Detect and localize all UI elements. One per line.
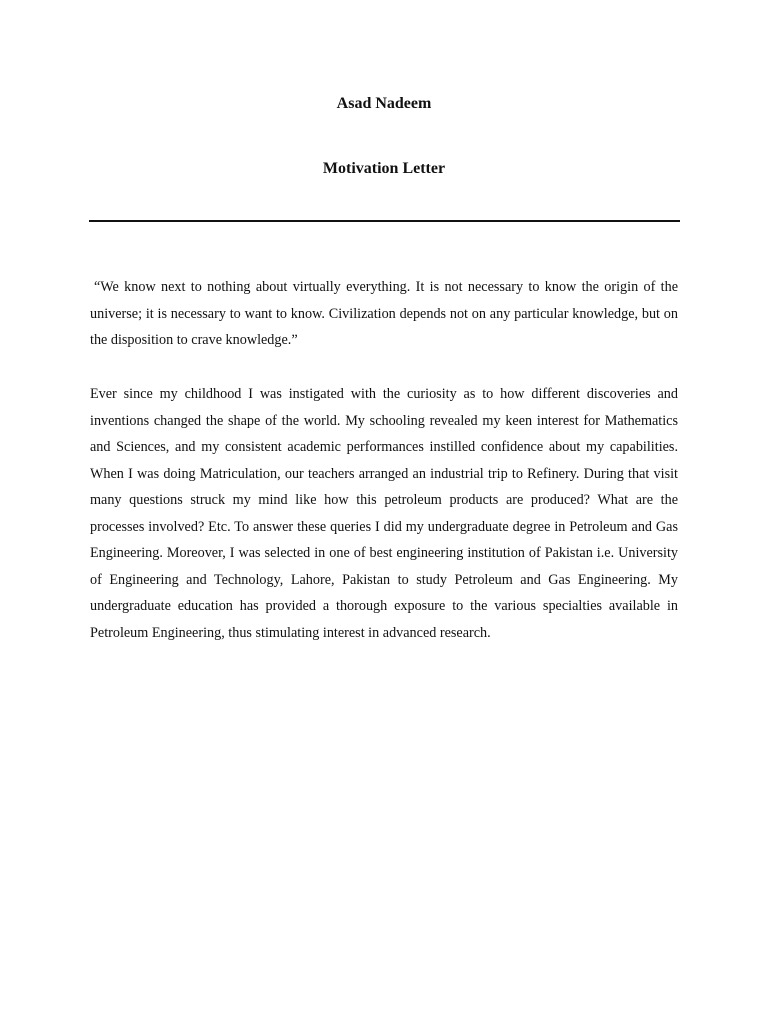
body-paragraph: Ever since my childhood I was instigated with the curiosity as to how different discoveries and inventions changed the shape of the world. My schooling revealed my keen interest for Mathematics and Sciences, and my consistent academic performances instilled confidence about my capabilities. When I was doing Matriculation, our teachers arranged an industrial trip to Refinery. During that visit many questions struck my mind like how this petroleum products are produced? What are the processes involved? Etc. To answer these queries I did my undergraduate degree in Petroleum and Gas Engineering. Moreover, I was selected in one of best engineering institution of Pakistan i.e. University of Engineering and Technology, Lahore, Pakistan to study Petroleum and Gas Engineering. My undergraduate education has provided a thorough exposure to the various specialties available in Petroleum Engineering, thus stimulating interest in advanced research. (90, 386, 678, 641)
author-name: Asad Nadeem (336, 95, 432, 112)
document-title: Motivation Letter (322, 160, 446, 177)
title-divider (89, 220, 680, 222)
opening-quote: “We know next to nothing about virtually everything. It is not necessary to know the origin of the universe; it is necessary to want to know. Civilization depends not on any particular knowledge, but on the disposition to crave knowledge.” (90, 279, 678, 348)
